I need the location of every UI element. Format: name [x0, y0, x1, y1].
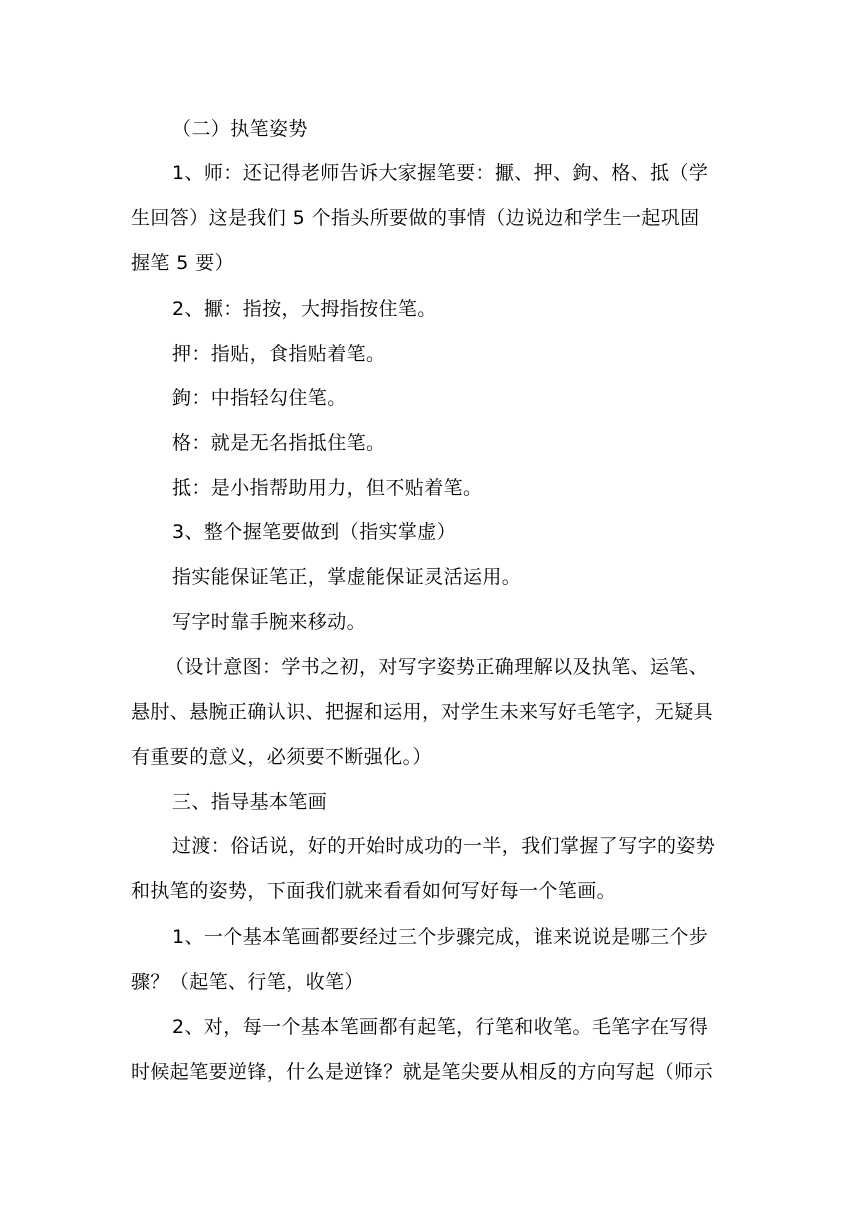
paragraph-line: （设计意图：学书之初，对写字姿势正确理解以及执笔、运笔、: [165, 656, 709, 678]
paragraph-line: 悬肘、悬腕正确认识、把握和运用，对学生未来写好毛笔字，无疑具: [131, 701, 714, 723]
paragraph-line: 格：就是无名指抵住笔。: [172, 432, 386, 454]
paragraph-line: 押：指贴，食指贴着笔。: [172, 343, 386, 365]
paragraph-line: 2、对，每一个基本笔画都有起笔，行笔和收笔。毛笔字在写得: [172, 1016, 709, 1038]
section-heading-basic-strokes: 三、指导基本笔画: [172, 791, 328, 813]
paragraph-line: 时候起笔要逆锋，什么是逆锋？就是笔尖要从相反的方向写起（师示: [131, 1061, 714, 1083]
paragraph-line: 指实能保证笔正，掌虚能保证灵活运用。: [172, 566, 522, 588]
paragraph-line: 2、擫：指按，大拇指按住笔。: [172, 298, 437, 320]
paragraph-line: 鉤：中指轻勾住笔。: [172, 387, 347, 409]
paragraph-line: 生回答）这是我们 5 个指头所要做的事情（边说边和学生一起巩固: [131, 207, 700, 229]
paragraph-line: 1、一个基本笔画都要经过三个步骤完成，谁来说说是哪三个步: [172, 926, 709, 948]
paragraph-line: 和执笔的姿势，下面我们就来看看如何写好每一个笔画。: [131, 880, 617, 902]
paragraph-line: 抵：是小指帮助用力，但不贴着笔。: [172, 477, 483, 499]
paragraph-line: 写字时靠手腕来移动。: [172, 611, 367, 633]
paragraph-line: 3、整个握笔要做到（指实掌虚）: [172, 521, 457, 543]
paragraph-line: 1、师：还记得老师告诉大家握笔要：擫、押、鉤、格、抵（学: [172, 162, 709, 184]
paragraph-line: 骤？（起笔、行笔，收笔）: [131, 971, 364, 993]
section-heading-pen-holding: （二）执笔姿势: [172, 118, 308, 140]
paragraph-line: 握笔 5 要）: [131, 252, 234, 274]
paragraph-line: 过渡：俗话说，好的开始时成功的一半，我们掌握了写字的姿势: [172, 835, 716, 857]
paragraph-line: 有重要的意义，必须要不断强化。）: [131, 746, 432, 768]
